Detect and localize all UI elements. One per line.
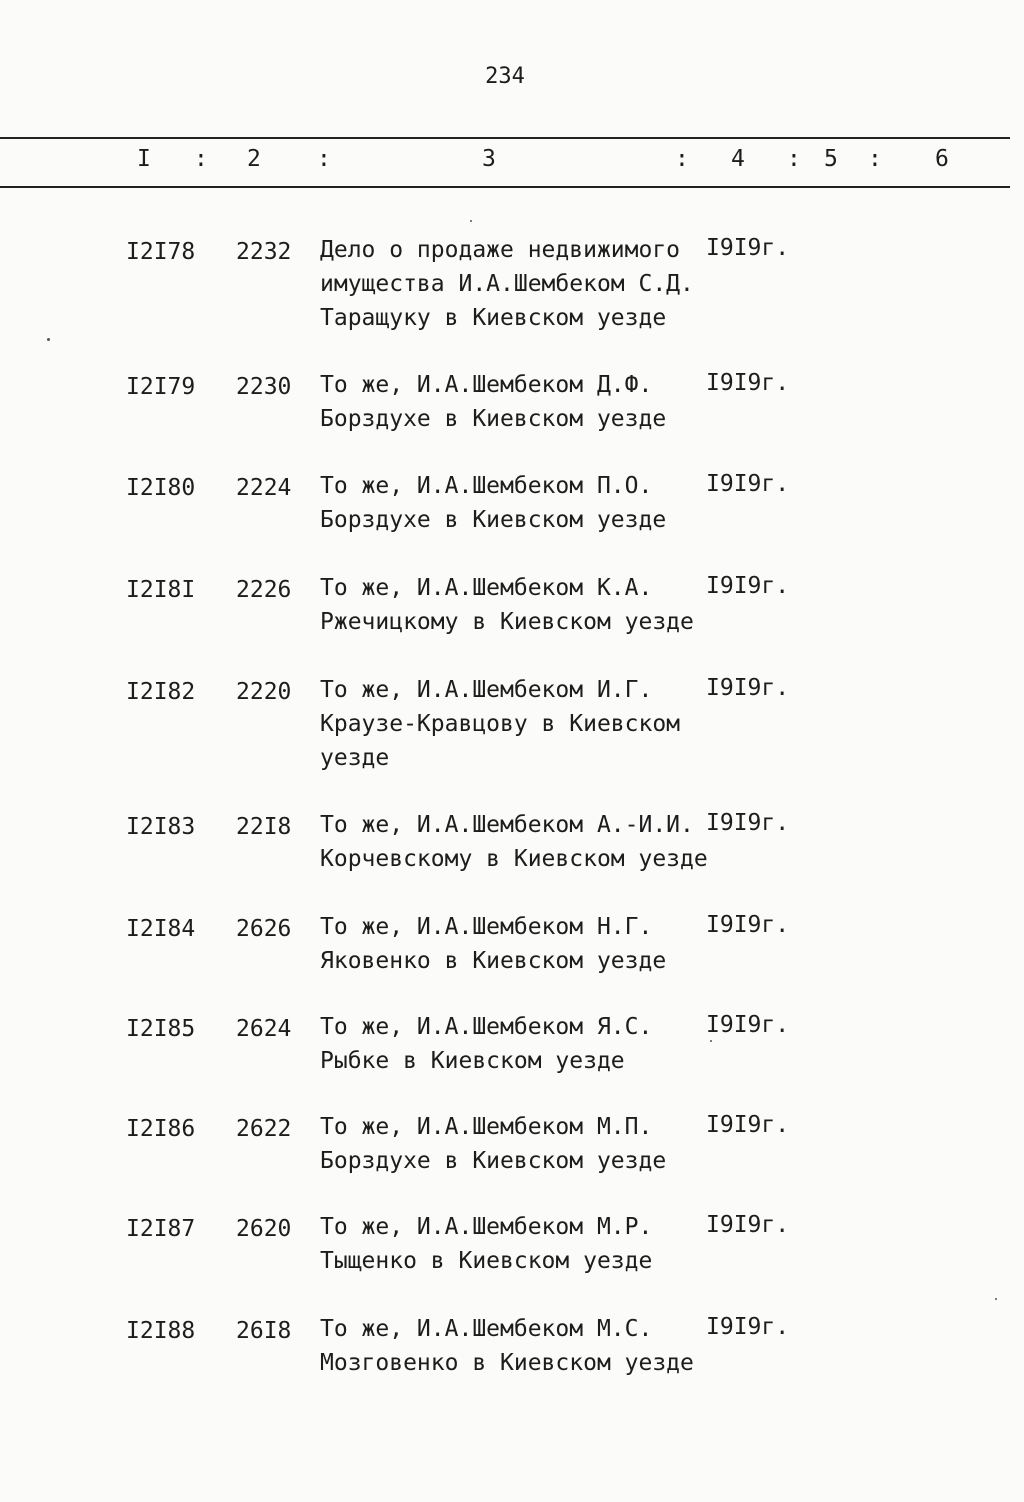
entry-date: I9I9г.: [706, 1212, 790, 1238]
column-separator: :: [787, 146, 801, 172]
entry-number: I2I82: [126, 679, 196, 705]
header-rule-top: [0, 137, 1010, 139]
entry-old-number: 2220: [236, 679, 292, 705]
entry-number: I2I79: [126, 374, 196, 400]
header-rule-bottom: [0, 186, 1010, 188]
entry-date: I9I9г.: [706, 573, 790, 599]
entry-date: I9I9г.: [706, 1112, 790, 1138]
entry-description: То же, И.А.Шембеком М.П. Борздухе в Киевском уезде: [320, 1114, 667, 1174]
entry-date: I9I9г.: [706, 1314, 790, 1340]
entry-description: То же, И.А.Шембеком Д.Ф. Борздухе в Киевском уезде: [320, 372, 667, 432]
entry-date: I9I9г.: [706, 1012, 790, 1038]
entry-number: I2I78: [126, 239, 196, 265]
entry-number: I2I84: [126, 916, 196, 942]
entry-date: I9I9г.: [706, 912, 790, 938]
entry-number: I2I88: [126, 1318, 196, 1344]
entry-old-number: 2230: [236, 374, 292, 400]
column-header-5: 5: [824, 146, 838, 172]
entry-old-number: 2232: [236, 239, 292, 265]
entry-description: То же, И.А.Шембеком П.О. Борздухе в Киевском уезде: [320, 473, 667, 533]
column-header-2: 2: [247, 146, 261, 172]
entry-date: I9I9г.: [706, 810, 790, 836]
entry-date: I9I9г.: [706, 235, 790, 261]
column-header-4: 4: [731, 146, 745, 172]
entry-number: I2I86: [126, 1116, 196, 1142]
entry-description: То же, И.А.Шембеком К.А. Ржечицкому в Киевском уезде: [320, 575, 694, 635]
entry-description: То же, И.А.Шембеком И.Г. Краузе-Кравцову в Киевском уезде: [320, 677, 681, 771]
entry-old-number: 26I8: [236, 1318, 292, 1344]
column-header-3: 3: [482, 146, 496, 172]
entry-date: I9I9г.: [706, 471, 790, 497]
column-separator: :: [317, 146, 331, 172]
entry-number: I2I80: [126, 475, 196, 501]
entry-description: Дело о продаже недвижимого имущества И.А.Шембеком С.Д. Таращуку в Киевском уезде: [320, 237, 694, 331]
column-header-1: I: [137, 146, 151, 172]
entry-old-number: 2624: [236, 1016, 292, 1042]
entry-old-number: 2224: [236, 475, 292, 501]
entry-description: То же, И.А.Шембеком М.Р. Тыщенко в Киевском уезде: [320, 1214, 653, 1274]
column-separator: :: [868, 146, 882, 172]
entry-date: I9I9г.: [706, 675, 790, 701]
column-header-6: 6: [935, 146, 949, 172]
page-number: 234: [485, 64, 525, 89]
entry-old-number: 2226: [236, 577, 292, 603]
entry-description: То же, И.А.Шембеком Н.Г. Яковенко в Киевском уезде: [320, 914, 667, 974]
scan-speck: [470, 220, 472, 222]
column-separator: :: [194, 146, 208, 172]
entry-old-number: 2622: [236, 1116, 292, 1142]
entry-number: I2I85: [126, 1016, 196, 1042]
entry-date: I9I9г.: [706, 370, 790, 396]
entry-old-number: 2626: [236, 916, 292, 942]
scan-speck: [995, 1298, 997, 1300]
column-separator: :: [675, 146, 689, 172]
entry-old-number: 2620: [236, 1216, 292, 1242]
entry-old-number: 22I8: [236, 814, 292, 840]
entry-description: То же, И.А.Шембеком Я.С. Рыбке в Киевском уезде: [320, 1014, 653, 1074]
scan-speck: [710, 1040, 712, 1042]
entry-description: То же, И.А.Шембеком А.-И.И. Корчевскому в Киевском уезде: [320, 812, 708, 872]
entry-number: I2I83: [126, 814, 196, 840]
entry-description: То же, И.А.Шембеком М.С. Мозговенко в Киевском уезде: [320, 1316, 694, 1376]
entry-number: I2I87: [126, 1216, 196, 1242]
scan-speck: [47, 338, 50, 341]
entry-number: I2I8I: [126, 577, 196, 603]
